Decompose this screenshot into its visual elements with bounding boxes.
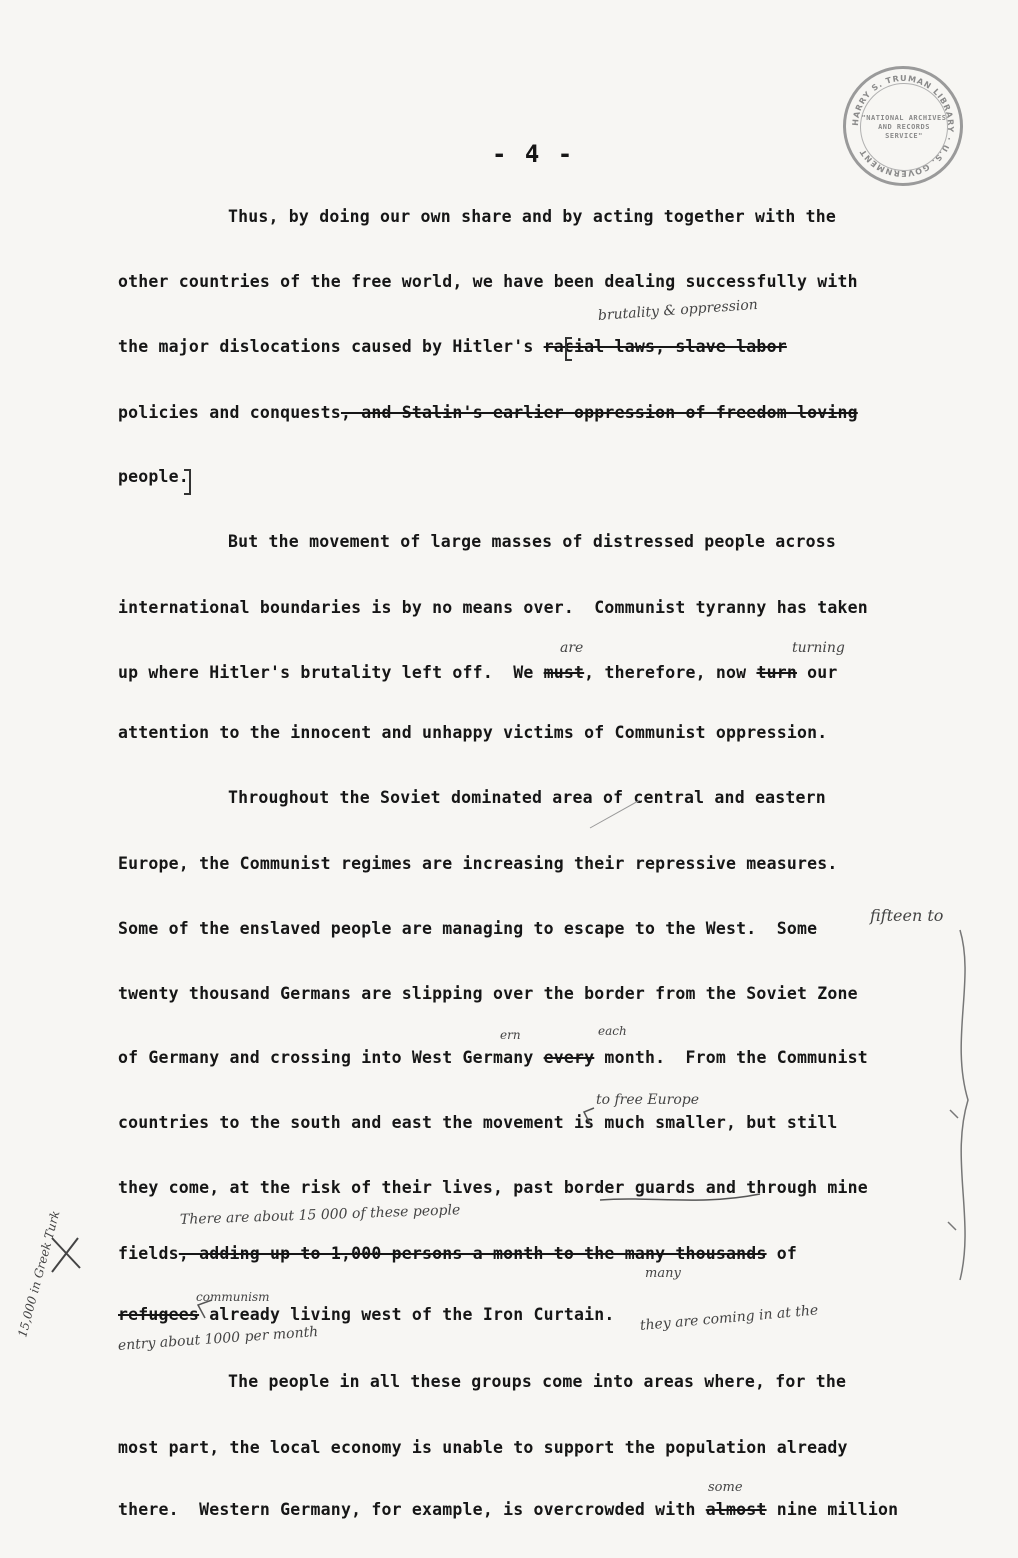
struck-every: every	[543, 1048, 595, 1067]
p3-line-7: they come, at the risk of their lives, past border guards and through mine	[118, 1178, 868, 1197]
p4-line-3-text-c: nine million	[766, 1500, 899, 1519]
p1-line-4	[118, 403, 858, 422]
margin-bracket-line	[960, 930, 968, 1280]
p1-line-1: Thus, by doing our own share and by acting together with the	[228, 207, 837, 226]
p1-line-2: other countries of the free world, we have been dealing successfully with	[118, 272, 858, 291]
p4-line-1: The people in all these groups come into areas where, for the	[228, 1372, 847, 1391]
struck-stalin-clause: , and Stalin's earlier oppression of freedom loving	[340, 403, 858, 422]
p2-line-3-text-a: up where Hitler's brutality left off. We	[118, 663, 544, 682]
p2-line-3-text-c: , therefore, now	[584, 663, 757, 682]
handwriting-each: each	[598, 1024, 627, 1038]
handwriting-communism: communism	[196, 1290, 270, 1304]
page-number: - 4 -	[492, 140, 575, 168]
handwriting-margin-note: 15,000 in Greek Turk	[15, 1209, 63, 1339]
p3-line-1: Throughout the Soviet dominated area of central and eastern	[228, 788, 826, 807]
p4-line-2: most part, the local economy is unable to support the population already	[118, 1438, 848, 1457]
struck-refugees: refugees	[118, 1305, 200, 1324]
p2-line-4: attention to the innocent and unhappy victims of Communist oppression.	[118, 723, 828, 742]
handwriting-some: some	[708, 1480, 743, 1495]
handwriting-to-free-europe: to free Europe	[596, 1092, 700, 1108]
p1-line-5: people.	[118, 467, 189, 486]
struck-racial-laws: racial laws, slave labor	[543, 337, 787, 356]
p1-line-3	[118, 337, 787, 356]
p3-line-5-text-a: of Germany and crossing into West Germany	[118, 1048, 544, 1067]
struck-adding-up: , adding up to 1,000 persons a month to the many thousands	[178, 1244, 767, 1263]
p3-line-8-text-c: of	[766, 1244, 797, 1263]
p2-line-3-text-e: our	[797, 663, 838, 682]
p2-line-1: But the movement of large masses of distressed people across	[228, 532, 837, 551]
margin-x-mark	[52, 1238, 80, 1272]
p2-line-3	[118, 663, 838, 682]
p3-line-8-text-a: fields	[118, 1244, 179, 1263]
p3-line-4: twenty thousand Germans are slipping over the border from the Soviet Zone	[118, 984, 858, 1003]
handwriting-many: many	[645, 1266, 681, 1281]
p3-line-9-text-b: already living west of the Iron Curtain.	[199, 1305, 615, 1324]
struck-must: must	[543, 663, 585, 682]
handwriting-entry: entry about 1000 per month	[117, 1324, 319, 1354]
handwriting-turning: turning	[792, 640, 845, 656]
archive-stamp	[843, 66, 963, 186]
p3-line-5-text-c: month. From the Communist	[594, 1048, 868, 1067]
handwriting-ern: ern	[500, 1028, 521, 1042]
handwriting-there-are: There are about 15 000 of these people	[179, 1202, 461, 1228]
p2-line-2: international boundaries is by no means over. Communist tyranny has taken	[118, 598, 868, 617]
p1-line-4-text-a: policies and conquests	[118, 403, 341, 422]
struck-almost: almost	[705, 1500, 767, 1519]
p3-line-9	[118, 1305, 615, 1324]
p3-line-2: Europe, the Communist regimes are increasing their repressive measures.	[118, 854, 838, 873]
p3-line-8	[118, 1244, 797, 1263]
p3-line-5	[118, 1048, 868, 1067]
stamp-center-text: "NATIONAL ARCHIVES AND RECORDS SERVICE"	[860, 83, 948, 171]
handwriting-brutality: brutality & oppression	[597, 296, 759, 324]
struck-turn: turn	[756, 663, 797, 682]
handwriting-fifteen-to: fifteen to	[870, 906, 944, 925]
p3-line-3: Some of the enslaved people are managing to escape to the West. Some	[118, 919, 818, 938]
p1-line-3-text: the major dislocations caused by Hitler's	[118, 337, 544, 356]
margin-tick-marks	[948, 1110, 958, 1230]
handwriting-are: are	[560, 640, 584, 656]
handwriting-coming: they are coming in at the	[639, 1302, 819, 1334]
svg-text:HARRY S. TRUMAN LIBRARY · U.S.: HARRY S. TRUMAN LIBRARY · U.S. GOVERNMENT	[850, 73, 956, 179]
p3-line-6: countries to the south and east the movement is much smaller, but still	[118, 1113, 838, 1132]
p4-line-3-text-a: there. Western Germany, for example, is overcrowded with	[118, 1500, 706, 1519]
p4-line-3	[118, 1500, 898, 1519]
